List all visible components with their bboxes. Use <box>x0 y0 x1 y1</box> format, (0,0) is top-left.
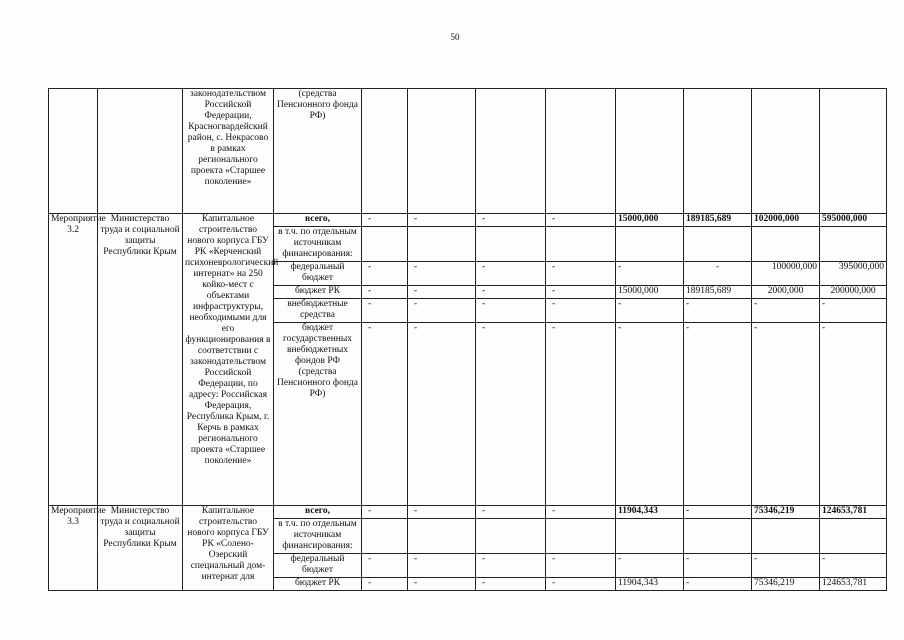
empty-cell <box>98 89 183 214</box>
dash-cell: - <box>546 286 616 299</box>
value-cell: 75346,219 <box>752 506 820 519</box>
value-cell: 75346,219 <box>752 578 820 591</box>
dash-cell: - <box>476 299 546 323</box>
empty-cell <box>362 89 408 214</box>
value-cell: 200000,000 <box>820 286 887 299</box>
dash-cell: - <box>408 299 476 323</box>
empty-cell <box>476 227 546 262</box>
dash-cell: - <box>362 554 408 578</box>
dash-cell: - <box>362 214 408 227</box>
value-cell: - <box>684 578 752 591</box>
empty-cell <box>408 519 476 554</box>
empty-cell <box>476 89 546 214</box>
source-breakdown: в т.ч. по отдельным источникам финансирования: <box>274 519 362 554</box>
dash-cell: - <box>408 323 476 506</box>
empty-cell <box>362 227 408 262</box>
value-cell: 124653,781 <box>820 578 887 591</box>
dash-cell: - <box>408 262 476 286</box>
value-cell: - <box>684 323 752 506</box>
table-row <box>49 506 887 519</box>
dash-cell: - <box>546 506 616 519</box>
empty-cell <box>820 519 887 554</box>
source-regional: бюджет РК <box>274 578 362 591</box>
dash-cell: - <box>362 578 408 591</box>
dash-cell: - <box>362 286 408 299</box>
measure-name: Мероприятие 3.3 <box>49 506 98 591</box>
dash-cell: - <box>476 262 546 286</box>
empty-cell <box>616 227 684 262</box>
value-cell: - <box>616 554 684 578</box>
value-cell: - <box>684 262 752 286</box>
value-cell: 100000,000 <box>752 262 820 286</box>
source-federal: федеральный бюджет <box>274 262 362 286</box>
value-cell: 15000,000 <box>616 286 684 299</box>
dash-cell: - <box>546 554 616 578</box>
table-row <box>49 214 887 227</box>
dash-cell: - <box>476 286 546 299</box>
value-cell: 124653,781 <box>820 506 887 519</box>
empty-cell <box>684 519 752 554</box>
empty-cell <box>546 519 616 554</box>
source-total: всего, <box>274 214 362 227</box>
dash-cell: - <box>362 506 408 519</box>
source-extrabudget: внебюджетные средства <box>274 299 362 323</box>
empty-cell <box>362 519 408 554</box>
source-total: всего, <box>274 506 362 519</box>
empty-cell <box>616 89 684 214</box>
value-cell: 189185,689 <box>684 214 752 227</box>
source-pension-fund: бюджет государственных внебюджетных фондов РФ (средства Пенсионного фонда РФ) <box>274 323 362 506</box>
table-row <box>49 89 887 214</box>
value-cell: 595000,000 <box>820 214 887 227</box>
dash-cell: - <box>476 214 546 227</box>
dash-cell: - <box>476 323 546 506</box>
dash-cell: - <box>476 506 546 519</box>
empty-cell <box>752 519 820 554</box>
dash-cell: - <box>546 323 616 506</box>
value-cell: - <box>752 554 820 578</box>
dash-cell: - <box>408 578 476 591</box>
value-cell: - <box>820 299 887 323</box>
value-cell: - <box>752 299 820 323</box>
empty-cell <box>820 89 887 214</box>
value-cell: 395000,000 <box>820 262 887 286</box>
dash-cell: - <box>546 262 616 286</box>
dash-cell: - <box>362 262 408 286</box>
value-cell: 2000,000 <box>752 286 820 299</box>
page-number: 50 <box>450 32 460 42</box>
value-cell: - <box>684 554 752 578</box>
dash-cell: - <box>408 214 476 227</box>
value-cell: - <box>616 299 684 323</box>
executor: Министерство труда и социальной защиты Республики Крым <box>98 506 183 591</box>
source-federal: федеральный бюджет <box>274 554 362 578</box>
source-regional: бюджет РК <box>274 286 362 299</box>
empty-cell <box>476 519 546 554</box>
measure-name: Мероприятие 3.2 <box>49 214 98 506</box>
dash-cell: - <box>408 506 476 519</box>
project-description: Капитальное строительство нового корпуса ГБУ РК «Керченский психоневрологический интернат» на 250 койко-мест с объектами инфраструктуры, необходимыми для его функционирования в соответствии с законодательством Российской Федерации, по адресу: Российская Федерация, Республика Крым, г. Керчь в рамках регионального проекта «Старшее поколение» <box>183 214 274 506</box>
dash-cell: - <box>362 323 408 506</box>
dash-cell: - <box>476 578 546 591</box>
empty-cell <box>752 227 820 262</box>
value-cell: 11904,343 <box>616 506 684 519</box>
empty-cell <box>684 227 752 262</box>
project-description: Капитальное строительство нового корпуса ГБУ РК «Солено-Озерский специальный дом-интернат для <box>183 506 274 591</box>
dash-cell: - <box>408 286 476 299</box>
funding-source: (средства Пенсионного фонда РФ) <box>274 89 362 214</box>
value-cell: 15000,000 <box>616 214 684 227</box>
value-cell: 189185,689 <box>684 286 752 299</box>
financing-table <box>48 88 887 591</box>
empty-cell <box>408 89 476 214</box>
dash-cell: - <box>546 299 616 323</box>
dash-cell: - <box>476 554 546 578</box>
empty-cell <box>49 89 98 214</box>
value-cell: 11904,343 <box>616 578 684 591</box>
value-cell: 102000,000 <box>752 214 820 227</box>
empty-cell <box>546 89 616 214</box>
value-cell: - <box>616 323 684 506</box>
value-cell: - <box>616 262 684 286</box>
value-cell: - <box>684 506 752 519</box>
dash-cell: - <box>546 578 616 591</box>
empty-cell <box>820 227 887 262</box>
value-cell: - <box>820 323 887 506</box>
value-cell: - <box>820 554 887 578</box>
dash-cell: - <box>546 214 616 227</box>
empty-cell <box>546 227 616 262</box>
value-cell: - <box>752 323 820 506</box>
empty-cell <box>408 227 476 262</box>
dash-cell: - <box>408 554 476 578</box>
value-cell: - <box>684 299 752 323</box>
dash-cell: - <box>362 299 408 323</box>
source-breakdown: в т.ч. по отдельным источникам финансирования: <box>274 227 362 262</box>
empty-cell <box>616 519 684 554</box>
project-description: законодательством Российской Федерации, Красногвардейский район, с. Некрасово в рамках регионального проекта «Старшее поколение» <box>183 89 274 214</box>
empty-cell <box>752 89 820 214</box>
empty-cell <box>684 89 752 214</box>
executor: Министерство труда и социальной защиты Республики Крым <box>98 214 183 506</box>
